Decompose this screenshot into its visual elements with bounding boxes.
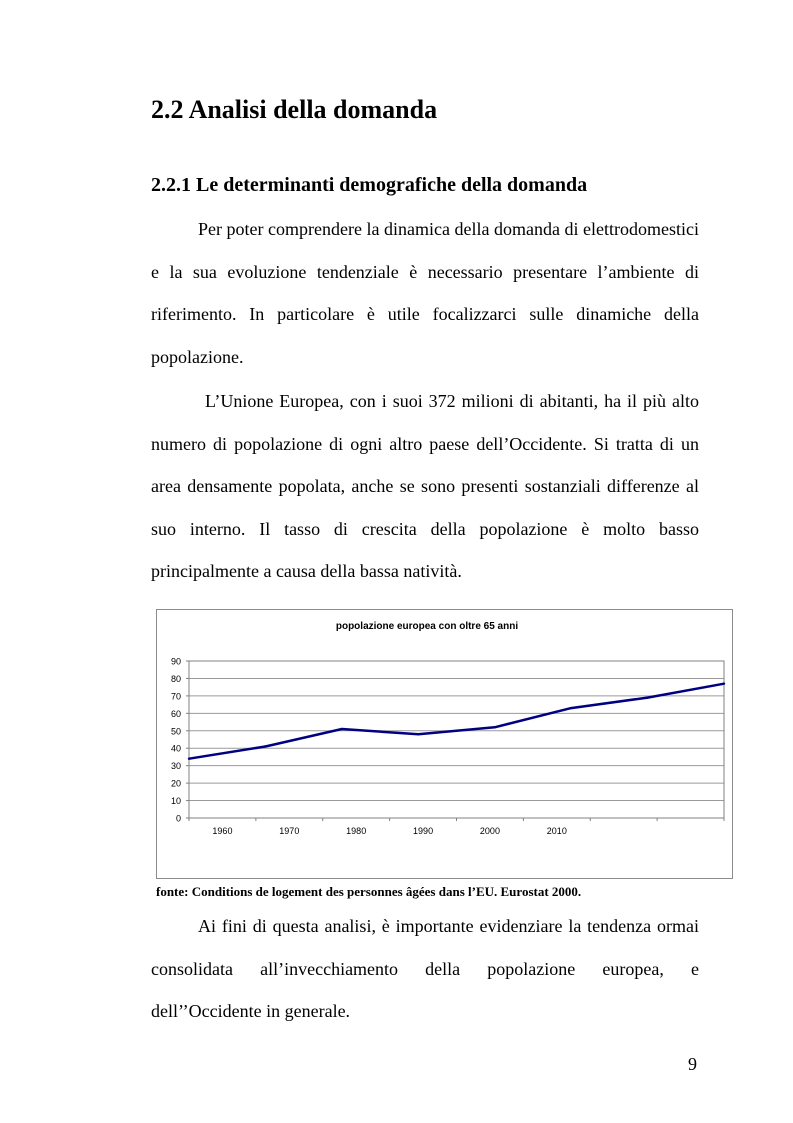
chart-title: popolazione europea con oltre 65 anni [335, 621, 519, 632]
x-tick-label: 2000 [479, 826, 500, 836]
x-tick-label: 1980 [346, 826, 367, 836]
x-tick-label: 1960 [212, 826, 233, 836]
data-point [570, 707, 572, 709]
section-heading: 2.2 Analisi della domanda [151, 95, 438, 124]
y-tick-label: 90 [170, 656, 181, 667]
y-tick-label: 80 [170, 673, 181, 684]
data-point [723, 682, 725, 684]
paragraph-2: L’Unione Europea, con i suoi 372 milioni di abitanti, ha il più alto numero di popolazione di ogni altro paese dell’Occidente. Si tratta di un area densamente popolata, anche se sono presenti sostanziali differenze al suo interno. Il tasso di crescita della popolazione è molto basso principalmente a causa della bassa natività. [151, 391, 699, 581]
chart-frame [156, 609, 733, 879]
y-tick-label: 70 [170, 691, 181, 702]
subsection-heading: 2.2.1 Le determinanti demografiche della domanda [151, 174, 588, 196]
x-tick-label: 1970 [279, 826, 300, 836]
population-line-chart [157, 610, 734, 880]
series-line-0 [189, 684, 724, 759]
y-tick-label: 30 [170, 761, 181, 772]
paragraph-1: Per poter comprendere la dinamica della domanda di elettrodomestici e la sua evoluzione tendenziale è necessario presentare l’ambiente di riferimento. In particolare è utile focalizzarci sulle dinamiche della popolazione. [151, 219, 699, 367]
y-tick-label: 40 [170, 743, 181, 754]
paragraph-3: Ai fini di questa analisi, è importante evidenziare la tendenza ormai consolidata all’invecchiamento della popolazione europea, e dell’’Occidente in generale. [151, 916, 699, 1021]
data-point [417, 733, 419, 735]
data-point [341, 728, 343, 730]
data-point [188, 757, 190, 759]
data-point [646, 696, 648, 698]
y-tick-label: 10 [170, 796, 181, 807]
data-point [264, 745, 266, 747]
plot-area [189, 661, 724, 818]
x-tick-label: 2010 [546, 826, 567, 836]
y-tick-label: 60 [170, 708, 181, 719]
x-tick-label: 1990 [413, 826, 434, 836]
y-tick-label: 50 [170, 726, 181, 737]
page-number: 9 [688, 1054, 697, 1074]
y-tick-label: 0 [175, 813, 181, 824]
figure-caption: fonte: Conditions de logement des personnes âgées dans l’EU. Eurostat 2000. [156, 884, 582, 899]
y-tick-label: 20 [170, 778, 181, 789]
data-point [494, 726, 496, 728]
